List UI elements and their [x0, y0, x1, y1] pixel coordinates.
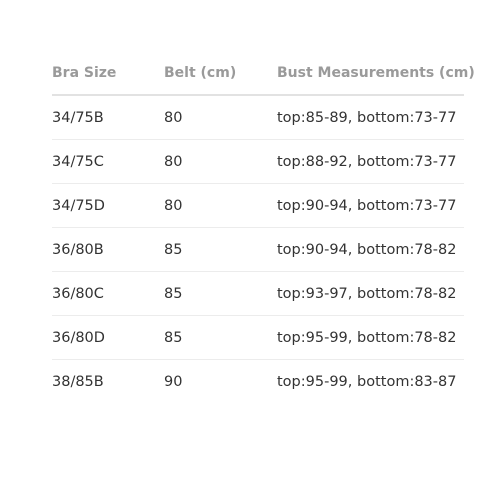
cell-bust-measurements: top:90-94, bottom:73-77	[277, 184, 464, 228]
cell-bra-size: 36/80D	[52, 316, 164, 360]
cell-belt: 80	[164, 184, 277, 228]
header-bra-size: Bra Size	[52, 52, 164, 95]
cell-bra-size: 34/75C	[52, 140, 164, 184]
cell-belt: 85	[164, 272, 277, 316]
cell-bust-measurements: top:93-97, bottom:78-82	[277, 272, 464, 316]
cell-bust-measurements: top:95-99, bottom:83-87	[277, 373, 457, 390]
table-row	[52, 95, 464, 140]
cell-belt: 80	[164, 95, 277, 140]
table-row	[52, 360, 464, 404]
cell-belt: 85	[164, 228, 277, 272]
cell-bra-size: 36/80C	[52, 272, 164, 316]
table-header-row	[52, 52, 464, 95]
table-row	[52, 140, 464, 184]
cell-bra-size: 34/75B	[52, 95, 164, 140]
cell-bra-size: 38/85B	[52, 373, 104, 390]
cell-bra-size: 34/75D	[52, 184, 164, 228]
header-belt: Belt (cm)	[164, 52, 277, 95]
table-row	[52, 228, 464, 272]
cell-bust-measurements: top:95-99, bottom:78-82	[277, 316, 464, 360]
cell-bust-measurements: top:88-92, bottom:73-77	[277, 140, 464, 184]
cell-belt: 85	[164, 316, 277, 360]
cell-bust-measurements: top:85-89, bottom:73-77	[277, 95, 464, 140]
header-bust-measurements: Bust Measurements (cm)	[277, 52, 464, 95]
cell-belt: 80	[164, 140, 277, 184]
table-row	[52, 272, 464, 316]
table-row	[52, 184, 464, 228]
cell-belt: 90	[164, 373, 183, 390]
cell-bust-measurements: top:90-94, bottom:78-82	[277, 228, 464, 272]
table-row	[52, 316, 464, 360]
cell-bra-size: 36/80B	[52, 228, 164, 272]
bra-size-table	[52, 52, 475, 403]
